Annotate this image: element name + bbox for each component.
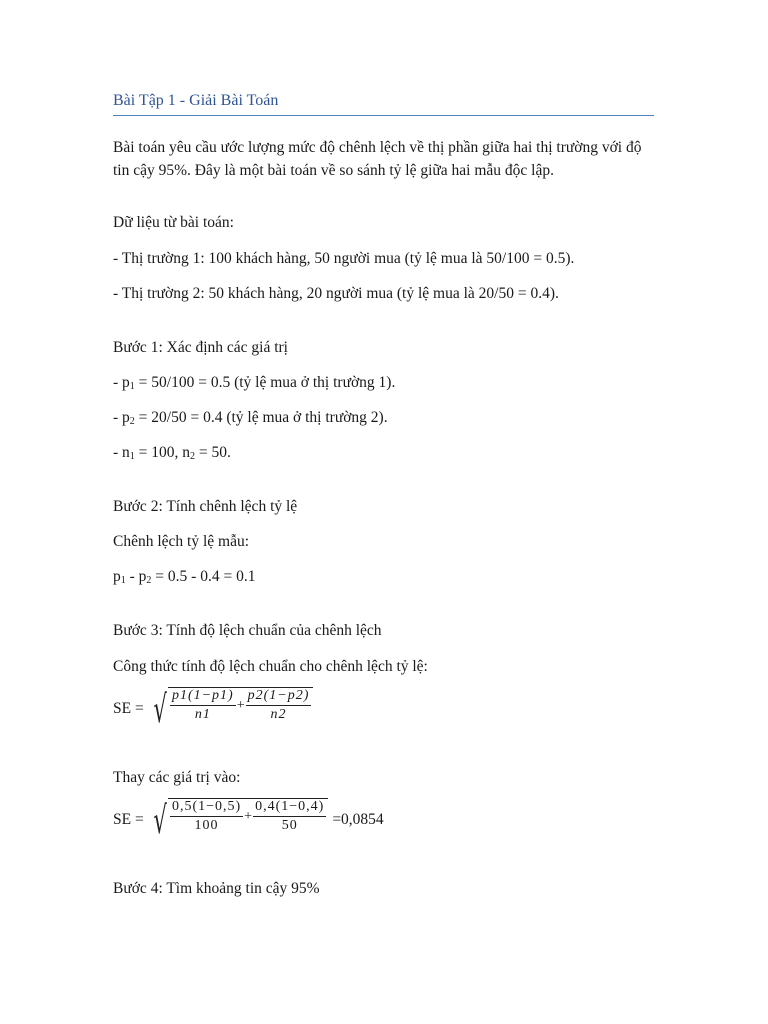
p1-subscript: 1: [129, 381, 135, 392]
sqrt-icon-2: √: [153, 798, 167, 842]
se-general-formula: [113, 687, 313, 731]
p1-prefix: - p: [113, 374, 130, 391]
p1-rest: = 50/100 = 0.5 (tỷ lệ mua ở thị trường 1).: [134, 374, 396, 391]
se-substituted-formula: [113, 798, 384, 842]
substitute-label: Thay các giá trị vào:: [113, 769, 241, 786]
fraction-1-numerator: p1(1−p1): [170, 688, 236, 706]
fraction-3: [170, 799, 243, 834]
p2-line: [113, 407, 388, 429]
n-rest: = 50.: [195, 444, 231, 461]
plus-sign-2: +: [244, 808, 253, 824]
n-line: [113, 442, 231, 464]
fraction-1: [170, 688, 236, 723]
step-1-heading: Bước 1: Xác định các giá trị: [113, 339, 288, 356]
fraction-3-numerator: 0,5(1−0,5): [170, 799, 243, 817]
fraction-1-denominator: n1: [194, 707, 211, 722]
radicand-2: [168, 798, 328, 834]
plus-sign: +: [236, 697, 245, 713]
difference-label: Chênh lệch tỷ lệ mẫu:: [113, 533, 250, 550]
fraction-4-numerator: 0,4(1−0,4): [253, 799, 326, 817]
p1-line: [113, 372, 395, 394]
step-3-heading: Bước 3: Tính độ lệch chuẩn của chênh lệch: [113, 622, 382, 639]
sqrt-icon: √: [153, 687, 167, 731]
fraction-2-denominator: n2: [270, 707, 287, 722]
se-result: =0,0854: [332, 811, 384, 828]
fraction-2-numerator: p2(1−p2): [246, 688, 312, 706]
eq-rest: = 0.5 - 0.4 = 0.1: [151, 568, 256, 585]
step-2-heading: Bước 2: Tính chênh lệch tỷ lệ: [113, 498, 298, 515]
n-prefix: - n: [113, 444, 130, 461]
page-title: Bài Tập 1 - Giải Bài Toán: [113, 92, 654, 116]
radicand: [168, 687, 313, 723]
eq-mid: - p: [125, 568, 147, 585]
p2-rest: = 20/50 = 0.4 (tỷ lệ mua ở thị trường 2).: [134, 409, 388, 426]
difference-equation: [113, 566, 255, 588]
n-mid: = 100, n: [134, 444, 191, 461]
data-heading: Dữ liệu từ bài toán:: [113, 214, 234, 231]
se-label: SE =: [113, 700, 144, 717]
eq-p: p: [113, 568, 121, 585]
n1-subscript: 1: [129, 451, 135, 462]
se-label-2: SE =: [113, 811, 144, 828]
intro-paragraph: Bài toán yêu cầu ước lượng mức độ chênh lệch về thị phần giữa hai thị trường với độ tin cậy 95%. Đây là một bài toán về so sánh tỷ lệ giữa hai mẫu độc lập.: [113, 139, 642, 179]
fraction-3-denominator: 100: [194, 818, 219, 833]
market-2-line: - Thị trường 2: 50 khách hàng, 20 người mua (tỷ lệ mua là 20/50 = 0.4).: [113, 285, 559, 302]
p2-subscript: 2: [129, 416, 135, 427]
fraction-4: [253, 799, 326, 834]
market-1-line: - Thị trường 1: 100 khách hàng, 50 người mua (tỷ lệ mua là 50/100 = 0.5).: [113, 250, 575, 267]
eq-p2-subscript: 2: [146, 575, 152, 586]
n2-subscript: 2: [190, 451, 196, 462]
p2-prefix: - p: [113, 409, 130, 426]
eq-p1-subscript: 1: [120, 575, 126, 586]
fraction-2: [246, 688, 312, 723]
step-4-heading: Bước 4: Tìm khoảng tin cậy 95%: [113, 880, 320, 897]
formula-label: Công thức tính độ lệch chuẩn cho chênh lệch tỷ lệ:: [113, 658, 428, 675]
fraction-4-denominator: 50: [281, 818, 298, 833]
